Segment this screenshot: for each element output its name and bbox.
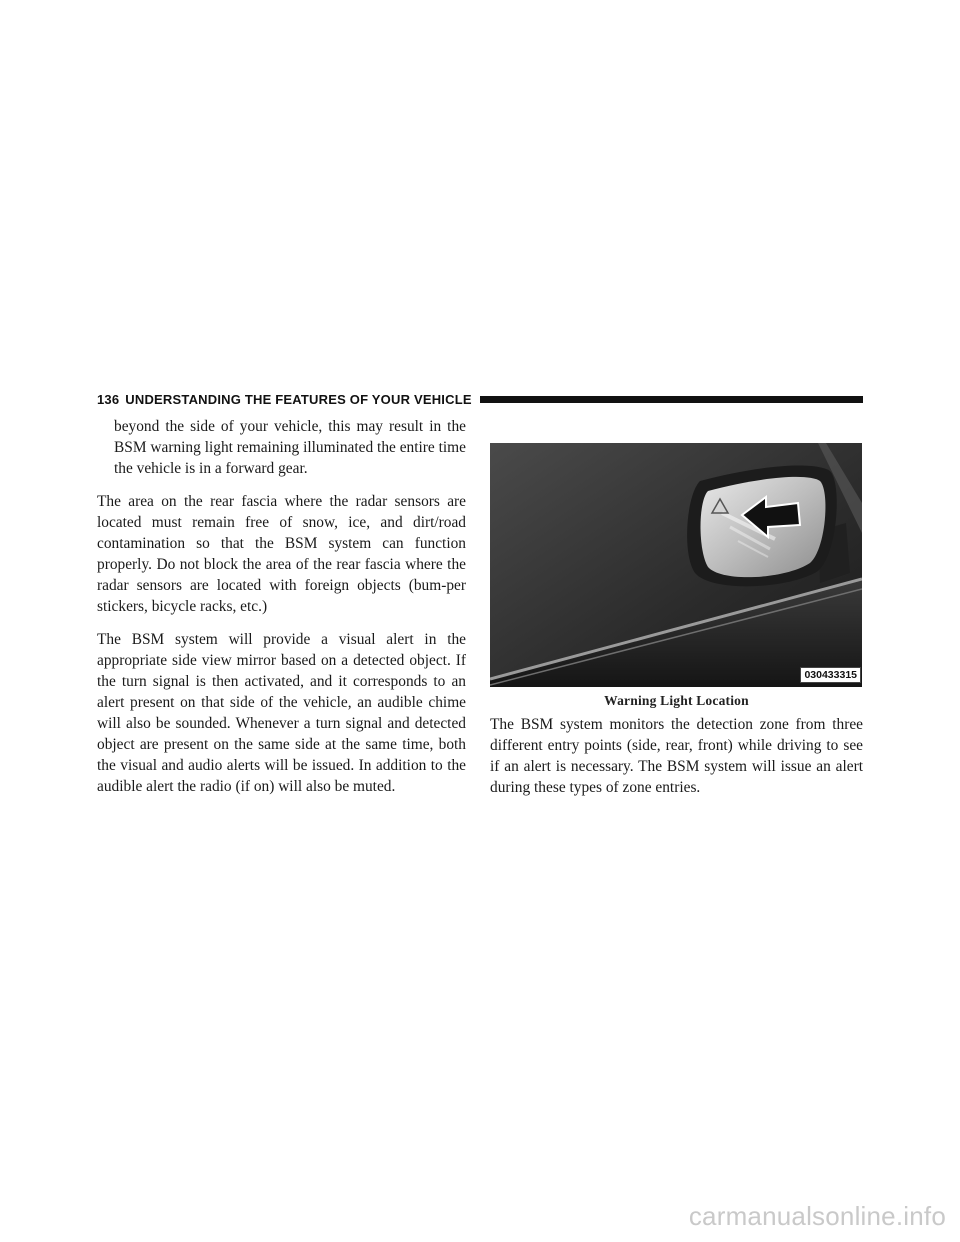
radar-sensor-paragraph: The area on the rear fascia where the radar sensors are located must remain free of snow, ice, and dirt/road contamination so that the BSM system can function properly. Do not block the area of the rear fascia where the radar sensors are located with foreign objects (bum-per stickers, bicycle racks, etc.) — [97, 493, 466, 615]
header-rule — [480, 396, 863, 403]
left-column — [97, 416, 466, 809]
page-header — [97, 388, 863, 410]
watermark: carmanualsonline.info — [688, 1201, 946, 1231]
section-title: UNDERSTANDING THE FEATURES OF YOUR VEHICLE — [125, 391, 472, 407]
figure-code: 030433315 — [800, 667, 861, 683]
right-column — [490, 416, 863, 810]
page-number: 136 — [97, 391, 120, 407]
side-mirror-photo — [490, 443, 862, 687]
mirror-figure — [490, 443, 862, 687]
continued-paragraph: beyond the side of your vehicle, this may result in the BSM warning light remaining illuminated the entire time the vehicle is in a forward gear. — [114, 418, 466, 477]
visual-alert-paragraph: The BSM system will provide a visual alert in the appropriate side view mirror based on a detected object. If the turn signal is then activated, and it corresponds to an alert present on that side of the vehicle, an audible chime will also be sounded. Whenever a turn signal and detected object are present on the same side at the same time, both the visual and audio alerts will be issued. In addition to the audible alert the radio (if on) will also be muted. — [97, 631, 466, 795]
figure-caption: Warning Light Location — [604, 693, 749, 708]
detection-zone-paragraph: The BSM system monitors the detection zone from three different entry points (side, rear, front) while driving to see if an alert is necessary. The BSM system will issue an alert during these types of zone entries. — [490, 716, 863, 796]
